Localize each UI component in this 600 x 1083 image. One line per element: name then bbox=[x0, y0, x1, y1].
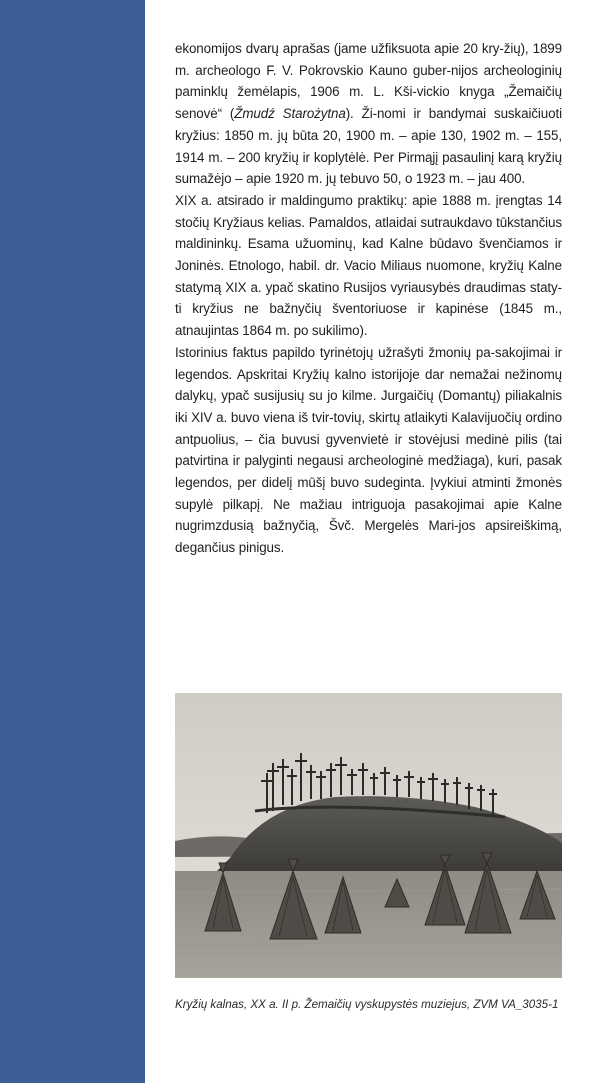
body-text bbox=[175, 38, 562, 559]
paragraph-1-italic-title: Žmudź Starożytna bbox=[234, 106, 346, 122]
side-band bbox=[0, 0, 145, 1083]
photo-caption: Kryžių kalnas, XX a. II p. Žemaičių vyskupystės muziejus, ZVM VA_3035-1 bbox=[175, 998, 559, 1011]
photo-hill-of-crosses bbox=[175, 693, 562, 978]
paragraph-1-part-a: ekonomijos dvarų aprašas (jame užfiksuota apie 20 kry-žių), 1899 m. archeologo F. V. Pokrovskio Kauno guber-nijos archeologinių paminklų žemėlapis, 1906 m. L. Kši-vickio knyga „Žemaičių senovė“ ( bbox=[175, 41, 562, 122]
paragraph-1 bbox=[175, 38, 562, 190]
paragraph-1-part-b: ). Ži-nomi ir bandymai suskaičiuoti kryžius: 1850 m. jų būta 20, 1900 m. – apie 130, 1902 m. – 155, 1914 m. – 200 kryžių ir koplytėlė. Per Pirmąjį pasaulinį karą kryžių sumažėjo – apie 1920 m. jų tebuvo 50, o 1923 m. – jau 400. bbox=[175, 106, 562, 187]
paragraph-2: XIX a. atsirado ir maldingumo praktikų: apie 1888 m. įrengtas 14 stočių Kryžiaus kelias. Pamaldos, atlaidai sutraukdavo tūkstančius maldininkų. Esama užuominų, kad Kalne būdavo švenčiamos ir Joninės. Etnologo, habil. dr. Vacio Miliaus nuomone, kryžių Kalne statymą XIX a. ypač skatino Rusijos vyriausybės draudimas staty-ti kryžius ne bažnyčių šventoriuose ir kapinėse (1845 m., atnaujintas 1864 m. po sukilimo). bbox=[175, 192, 562, 339]
paragraph-3: Istorinius faktus papildo tyrinėtojų užrašyti žmonių pa-sakojimai ir legendos. Apskritai Kryžių kalno istorijoje dar nemažai nežinomų dalykų, ypač susijusių su jo kilme. Jurgaičių (Domantų) piliakalnis iki XIV a. buvo viena iš tvir-tovių, skirtų atlaikyti Kalavijuočių ordino antpuolius, – čia buvusi gyvenvietė ir stovėjusi medinė pilis (tai patvirtina ir palyginti negausi archeologinė medžiaga), kuri, pasak legendos, per didelį mūšį buvo sudeginta. Įvykiui atminti žmonės supylė pilkapį. Ne mažiau intriguoja pasakojimai apie Kalne nugrimzdusią bažnyčią, Švč. Mergelės Mari-jos apsireiškimą, degančius pinigus. bbox=[175, 344, 562, 556]
